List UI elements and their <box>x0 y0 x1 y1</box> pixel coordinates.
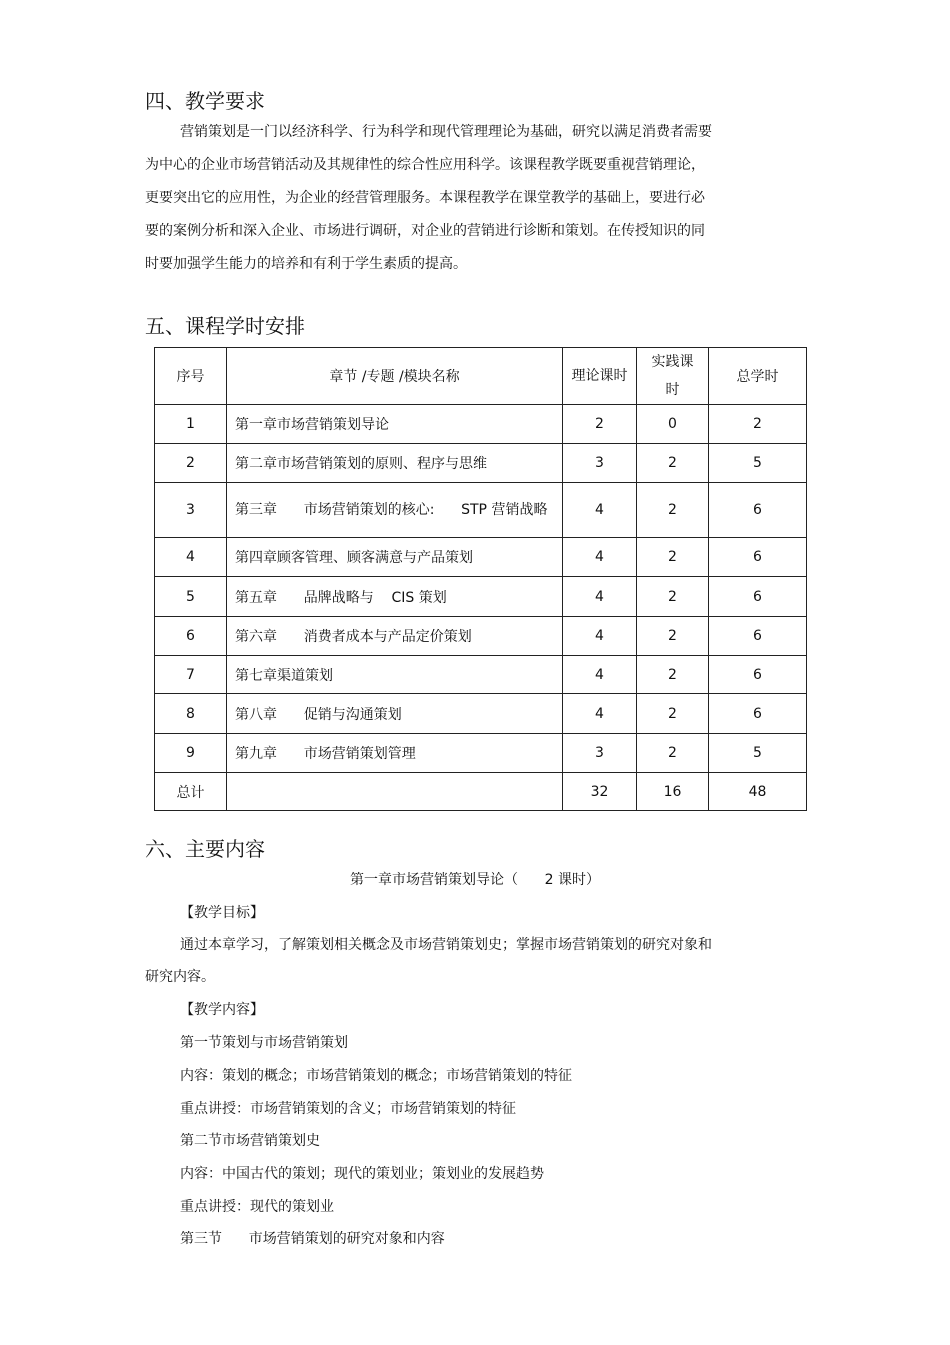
row-theory: 3 <box>563 734 637 773</box>
table-row <box>155 444 807 483</box>
content-item: 重点讲授：现代的策划业 <box>180 1199 334 1215</box>
summary-total: 48 <box>709 773 807 811</box>
row-num: 6 <box>155 617 227 656</box>
row-name: 第五章 品牌战略与 CIS 策划 <box>227 577 563 617</box>
row-theory: 2 <box>563 405 637 444</box>
section-4-line-2: 为中心的企业市场营销活动及其规律性的综合性应用科学。该课程教学既要重视营销理论， <box>145 157 705 173</box>
table-row <box>155 577 807 617</box>
row-num: 8 <box>155 694 227 734</box>
table-row <box>155 734 807 773</box>
row-practice: 2 <box>637 444 709 483</box>
table-row <box>155 405 807 444</box>
summary-practice: 16 <box>637 773 709 811</box>
row-practice: 2 <box>637 656 709 694</box>
row-total: 6 <box>709 617 807 656</box>
header-practice: 实践课时 <box>637 348 709 405</box>
row-practice: 2 <box>637 483 709 538</box>
row-total: 5 <box>709 444 807 483</box>
row-theory: 3 <box>563 444 637 483</box>
row-total: 5 <box>709 734 807 773</box>
row-name <box>227 483 563 538</box>
schedule-table <box>154 347 807 811</box>
row-num: 7 <box>155 656 227 694</box>
summary-label: 总计 <box>155 773 227 811</box>
goal-line-2: 研究内容。 <box>145 969 215 985</box>
header-theory: 理论课时 <box>563 348 637 405</box>
table-row <box>155 483 807 538</box>
row-name: 第二章市场营销策划的原则、程序与思维 <box>227 444 563 483</box>
row-theory: 4 <box>563 617 637 656</box>
row-name-text: 第三章 市场营销策划的核心: STP 营销战略 <box>235 502 548 518</box>
goal-label: 【教学目标】 <box>180 905 264 921</box>
table-row <box>155 617 807 656</box>
row-name: 第四章顾客管理、顾客满意与产品策划 <box>227 538 563 577</box>
header-total: 总学时 <box>709 348 807 405</box>
table-row <box>155 538 807 577</box>
table-row <box>155 656 807 694</box>
content-item: 第三节 市场营销策划的研究对象和内容 <box>180 1231 445 1247</box>
row-theory: 4 <box>563 577 637 617</box>
content-item: 第二节市场营销策划史 <box>180 1133 320 1149</box>
section-6-heading: 六、主要内容 <box>145 837 265 861</box>
row-total: 2 <box>709 405 807 444</box>
row-theory: 4 <box>563 483 637 538</box>
section-4-line-5: 时要加强学生能力的培养和有利于学生素质的提高。 <box>145 256 467 272</box>
row-total: 6 <box>709 577 807 617</box>
row-practice: 2 <box>637 734 709 773</box>
row-name: 第七章渠道策划 <box>227 656 563 694</box>
row-practice: 2 <box>637 617 709 656</box>
table-header-row <box>155 348 807 405</box>
row-theory: 4 <box>563 656 637 694</box>
chapter-title: 第一章市场营销策划导论（ 2 课时） <box>349 872 601 888</box>
row-practice: 2 <box>637 538 709 577</box>
row-practice: 2 <box>637 577 709 617</box>
row-name: 第八章 促销与沟通策划 <box>227 694 563 734</box>
row-theory: 4 <box>563 694 637 734</box>
header-name: 章节 /专题 /模块名称 <box>227 348 563 405</box>
row-total: 6 <box>709 538 807 577</box>
content-item: 第一节策划与市场营销策划 <box>180 1035 348 1051</box>
content-item: 内容：策划的概念；市场营销策划的概念；市场营销策划的特征 <box>180 1068 572 1084</box>
section-4-line-3: 更要突出它的应用性，为企业的经营管理服务。本课程教学在课堂教学的基础上，要进行必 <box>145 190 705 206</box>
row-name: 第九章 市场营销策划管理 <box>227 734 563 773</box>
section-5-heading: 五、课程学时安排 <box>145 314 305 338</box>
content-item: 内容：中国古代的策划；现代的策划业；策划业的发展趋势 <box>180 1166 544 1182</box>
summary-theory: 32 <box>563 773 637 811</box>
content-label: 【教学内容】 <box>180 1002 264 1018</box>
row-num: 4 <box>155 538 227 577</box>
content-item: 重点讲授：市场营销策划的含义；市场营销策划的特征 <box>180 1101 516 1117</box>
header-num: 序号 <box>155 348 227 405</box>
row-total: 6 <box>709 656 807 694</box>
row-theory: 4 <box>563 538 637 577</box>
section-4-line-4: 要的案例分析和深入企业、市场进行调研，对企业的营销进行诊断和策划。在传授知识的同 <box>145 223 705 239</box>
row-practice: 2 <box>637 694 709 734</box>
row-num: 5 <box>155 577 227 617</box>
summary-name <box>227 773 563 811</box>
section-4-heading: 四、教学要求 <box>145 89 265 113</box>
section-4-line-1: 营销策划是一门以经济科学、行为科学和现代管理理论为基础，研究以满足消费者需要 <box>180 124 712 140</box>
row-num: 9 <box>155 734 227 773</box>
table-row <box>155 694 807 734</box>
table-summary-row <box>155 773 807 811</box>
goal-line-1: 通过本章学习，了解策划相关概念及市场营销策划史；掌握市场营销策划的研究对象和 <box>180 937 712 953</box>
row-num: 3 <box>155 483 227 538</box>
row-num: 1 <box>155 405 227 444</box>
row-name: 第六章 消费者成本与产品定价策划 <box>227 617 563 656</box>
row-practice: 0 <box>637 405 709 444</box>
row-total: 6 <box>709 483 807 538</box>
row-total: 6 <box>709 694 807 734</box>
row-num: 2 <box>155 444 227 483</box>
row-name: 第一章市场营销策划导论 <box>227 405 563 444</box>
